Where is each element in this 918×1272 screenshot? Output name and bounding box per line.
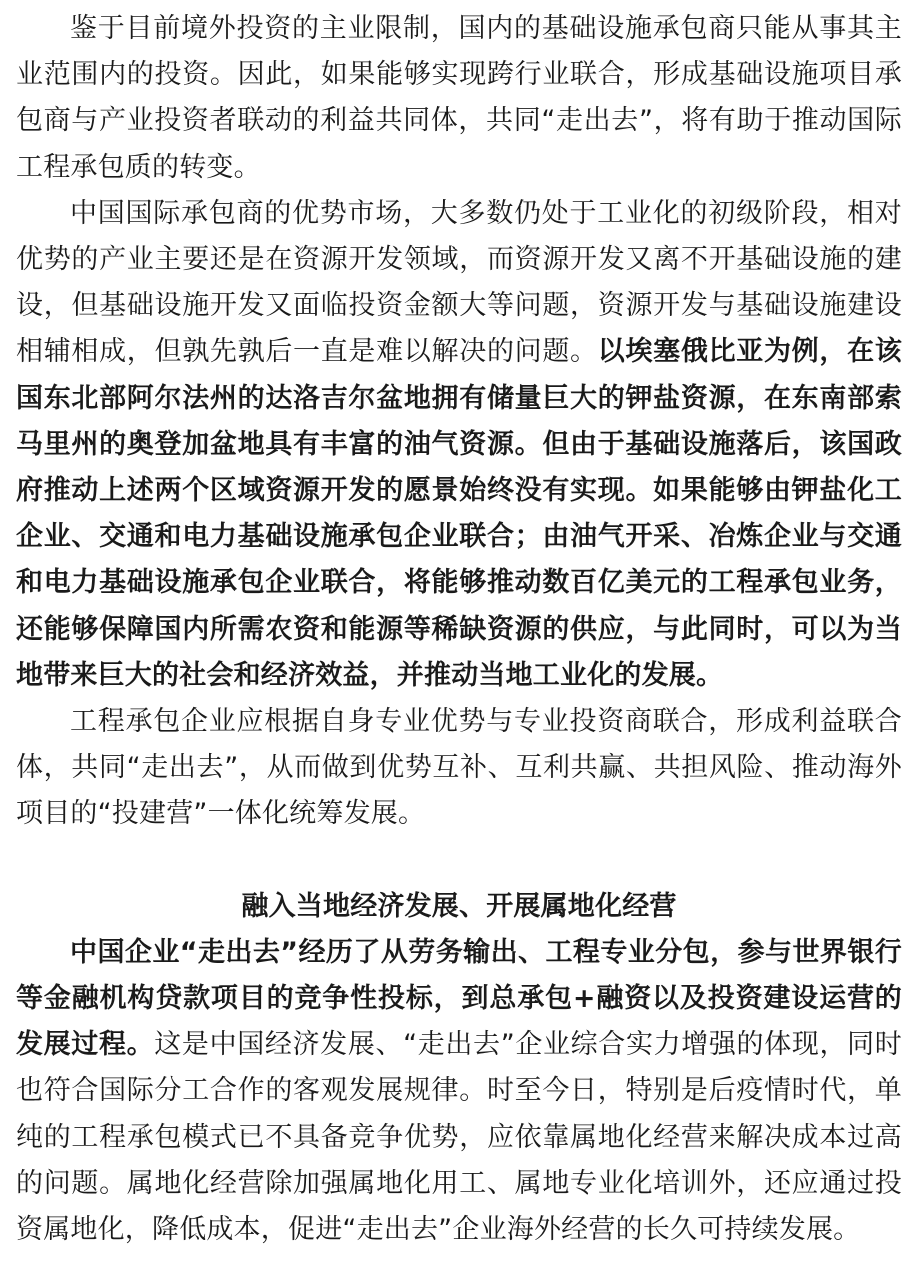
paragraph-bold-text: 以埃塞俄比亚为例，在该国东北部阿尔法州的达洛吉尔盆地拥有储量巨大的钾盐资源，在东南部索马里州的奥登加盆地具有丰富的油气资源。但由于基础设施落后，该国政府推动上述两个区域资源开发的愿景始终没有实现。如果能够由钾盐化工企业、交通和电力基础设施承包企业联合；由油气开采、冶炼企业与交通和电力基础设施承包企业联合，将能够推动数百亿美元的工程承包业务，还能够保障国内所需农资和能源等稀缺资源的供应，与此同时，可以为当地带来巨大的社会和经济效益，并推动当地工业化的发展。 bbox=[16, 336, 902, 691]
paragraph-bold-text: 中国企业“走出去”经历了从劳务输出、工程专业分包，参与世界银行等金融机构贷款项目的竞争性投标，到总承包+融资以及投资建设运营的发展过程。 bbox=[16, 936, 902, 1061]
paragraph-cross-industry bbox=[16, 6, 902, 191]
section-heading: 融入当地经济发展、开展属地化经营 bbox=[241, 890, 677, 922]
paragraph-consortium bbox=[16, 699, 902, 838]
paragraph-text: 中国国际承包商的优势市场，大多数仍处于工业化的初级阶段，相对优势的产业主要还是在资源开发领域，而资源开发又离不开基础设施的建设，但基础设施开发又面临投资金额大等问题，资源开发与基础设施建设相辅相成，但孰先孰后一直是难以解决的问题。 bbox=[16, 197, 902, 368]
paragraph-text: 工程承包企业应根据自身专业优势与专业投资商联合，形成利益联合体，共同“走出去”，从而做到优势互补、互利共赢、共担风险、推动海外项目的“投建营”一体化统筹发展。 bbox=[16, 706, 902, 830]
paragraph-text: 这是中国经济发展、“走出去”企业综合实力增强的体现，同时也符合国际分工合作的客观发展规律。时至今日，特别是后疫情时代，单纯的工程承包模式已不具备竞争优势，应依靠属地化经营来解决成本过高的问题。属地化经营除加强属地化用工、属地专业化培训外，还应通过投资属地化，降低成本，促进“走出去”企业海外经营的长久可持续发展。 bbox=[16, 1029, 903, 1246]
section-spacer bbox=[16, 838, 902, 884]
paragraph-localization bbox=[16, 930, 902, 1253]
paragraph-text: 鉴于目前境外投资的主业限制，国内的基础设施承包商只能从事其主业范围内的投资。因此，如果能够实现跨行业联合，形成基础设施项目承包商与产业投资者联动的利益共同体，共同“走出去”，将有助于推动国际工程承包质的转变。 bbox=[16, 13, 902, 183]
paragraph-ethiopia-example bbox=[16, 191, 902, 699]
